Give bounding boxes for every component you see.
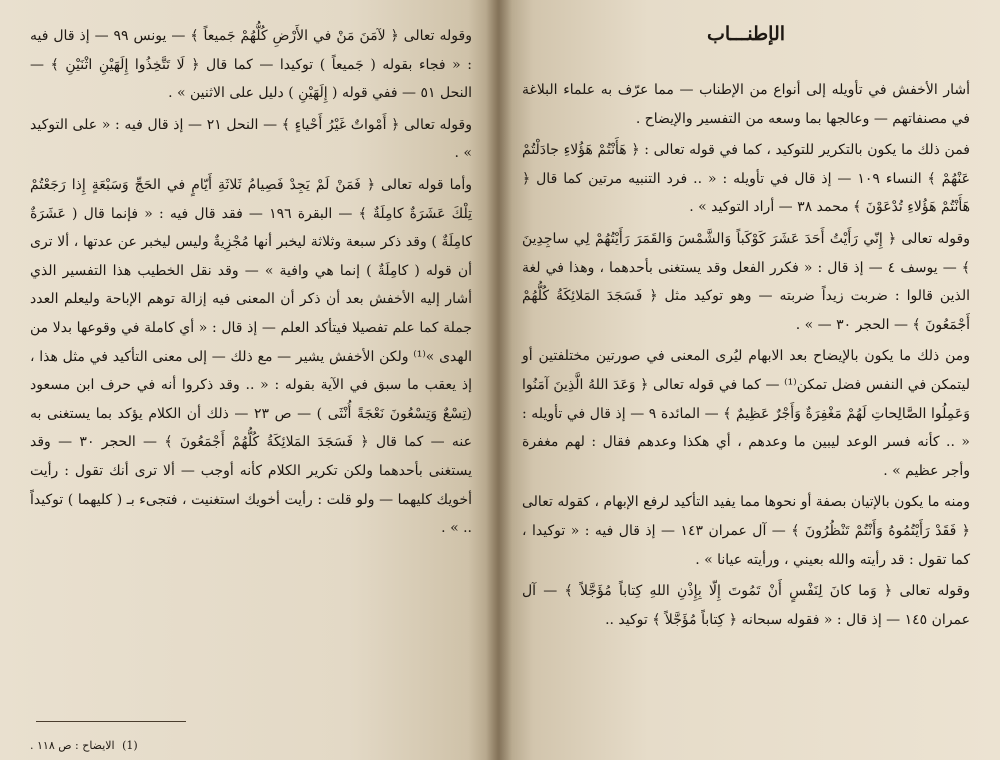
right-paragraph-3: وقوله تعالى ﴿ إِنّي رَأَيْتُ أَحَدَ عَشَرَ كَوْكَباً وَالشَّمْسَ وَالقَمَرَ رَأَيْتُهُمْ لِي ساجِدِينَ ﴾ — يوسف ٤ — إذ قال : « فكرر الفعل وقد يستغنى بأحدهما ، وهذا في لغة الذين قالوا : ضربت زيداً ضربته — وهو توكيد مثل ﴿ فَسَجَدَ المَلائِكَةُ كُلُّهُمْ أَجْمَعُونَ ﴾ — الحجر ٣٠ — » . <box>522 230 970 333</box>
right-paragraph-2: فمن ذلك ما يكون بالتكرير للتوكيد ، كما في قوله تعالى : ﴿ هَأَنْتُمْ هَؤُلاءِ جادَلْتُمْ عَنْهُمْ ﴾ النساء ١٠٩ — إذ قال في تأويله : « .. فرد التنبيه مرتين كما قال ﴿ هَأَنْتُمْ هَؤُلاءِ تُدْعَوْنَ ﴾ محمد ٣٨ — أراد التوكيد » . <box>522 142 970 216</box>
page-title: الإطنـــاب <box>706 23 786 45</box>
left-paragraph-3: وأما قوله تعالى ﴿ فَمَنْ لَمْ يَجِدْ فَصِيامُ ثَلاثَةِ أَيّامٍ في الحَجِّ وَسَبْعَةٍ إِذا رَجَعْتُمْ تِلْكَ عَشَرَةٌ كامِلَةٌ ﴾ — البقرة ١٩٦ — فقد قال فيه : « فإنما قال ( عَشَرَةٌ كامِلَةٌ ) وقد ذكر سبعة وثلاثة ليخبر أنها مُجْزِيةٌ وليس ليخبر عن عدتها ، ألا ترى أن قوله ( كامِلَةٌ ) إنما هي وافية » — وقد نقل الخطيب هذا التفسير الذي أشار إليه الأخفش بعد أن ذكر أن المعنى فيه إزالة توهم الإباحة وليعلم العدد جملة كما علم تفصيلا فيتأكد العلم — إذ قال : « أي كاملة في وقوعها بدلا من الهدى »⁽¹⁾ ولكن الأخفش يشير — مع ذلك — إلى معنى التأكيد في مثل هذا ، إذ يعقب ما سبق في الآية بقوله : « .. وقد ذكروا أنه في حرف ابن مسعود (تِسْعٌ وَتِسْعُونَ نَعْجَةً أُنْثَى ) — ص ٢٣ — ذلك أن الكلام يؤكد بما يستغنى به عنه — كما قال ﴿ فَسَجَدَ المَلائِكَةُ كُلُّهُمْ أَجْمَعُونَ ﴾ — الحجر ٣٠ — وقد يستغنى بأحدهما ولكن تكرير الكلام كأنه أوجب — ألا ترى أنك تقول : رأيت أخويك كليهما — ولو قلت : رأيت أخويك استغنيت ، فتجىء بـ ( كليهما ) توكيداً .. » . <box>30 176 473 537</box>
footnote-marker: (1) <box>122 739 138 752</box>
right-paragraph-5: ومنه ما يكون بالإتيان بصفة أو نحوها مما يفيد التأكيد لرفع الإبهام ، كقوله تعالى ﴿ فَقَدْ رَأَيْتُمُوهُ وَأَنْتُمْ تَنْظُرُونَ ﴾ — آل عمران ١٤٣ — إذ قال فيه : « توكيدا ، كما تقول : قد رأيته والله بعيني ، ورأيته عيانا » . <box>522 494 970 568</box>
right-paragraph-4: ومن ذلك ما يكون بالإيضاح بعد الابهام ليُرى المعنى في صورتين مختلفتين أو ليتمكن في النفس فضل تمكن⁽¹⁾ — كما في قوله تعالى ﴿ وَعَدَ اللهُ الَّذِينَ آمَنُوا وَعَمِلُوا الصَّالِحاتِ لَهُمْ مَغْفِرَةٌ وَأَجْرٌ عَظِيمٌ ﴾ — المائدة ٩ — إذ قال في تأويله : « .. كأنه فسر الوعد ليبين ما وعدهم ، أي هكذا وعدهم فقال : لهم مغفرة وأجر عظيم » . <box>522 348 970 479</box>
right-paragraph-1: أشار الأخفش في تأويله إلى أنواع من الإطناب — مما عرّف به علماء البلاغة في مصنفاتهم — وعالجها بما وسعه من التفسير والإيضاح . <box>522 82 970 127</box>
left-paragraph-1: وقوله تعالى ﴿ لآمَنَ مَنْ في الأَرْضِ كُلُّهُمْ جَميعاً ﴾ — يونس ٩٩ — إذ قال فيه : « فجاء بقوله ( جَميعاً ) توكيدا — كما قال ﴿ لَا تَتَّخِذُوا إِلَهَيْنِ اثْنَيْنِ ﴾ — النحل ٥١ — ففي قوله ( إِلَهَيْنِ ) دليل على الاثنين » . <box>30 28 472 102</box>
right-paragraph-6: وقوله تعالى ﴿ وَما كانَ لِنَفْسٍ أَنْ تَمُوتَ إِلّا بِإِذْنِ اللهِ كِتاباً مُؤَجَّلاً ﴾ — آل عمران ١٤٥ — إذ قال : « فقوله سبحانه ﴿ كِتاباً مُؤَجَّلاً ﴾ توكيد .. <box>522 583 970 628</box>
right-page <box>498 0 1000 760</box>
footnote-text: الايضاح : ص ١١٨ . <box>30 739 115 752</box>
left-paragraph-2: وقوله تعالى ﴿ أَمْواتٌ غَيْرُ أَحْياءٍ ﴾ — النحل ٢١ — إذ قال فيه : « على التوكيد » . <box>30 116 472 162</box>
left-page <box>0 0 498 760</box>
left-footnote <box>30 738 472 754</box>
footnote-divider <box>36 721 186 722</box>
